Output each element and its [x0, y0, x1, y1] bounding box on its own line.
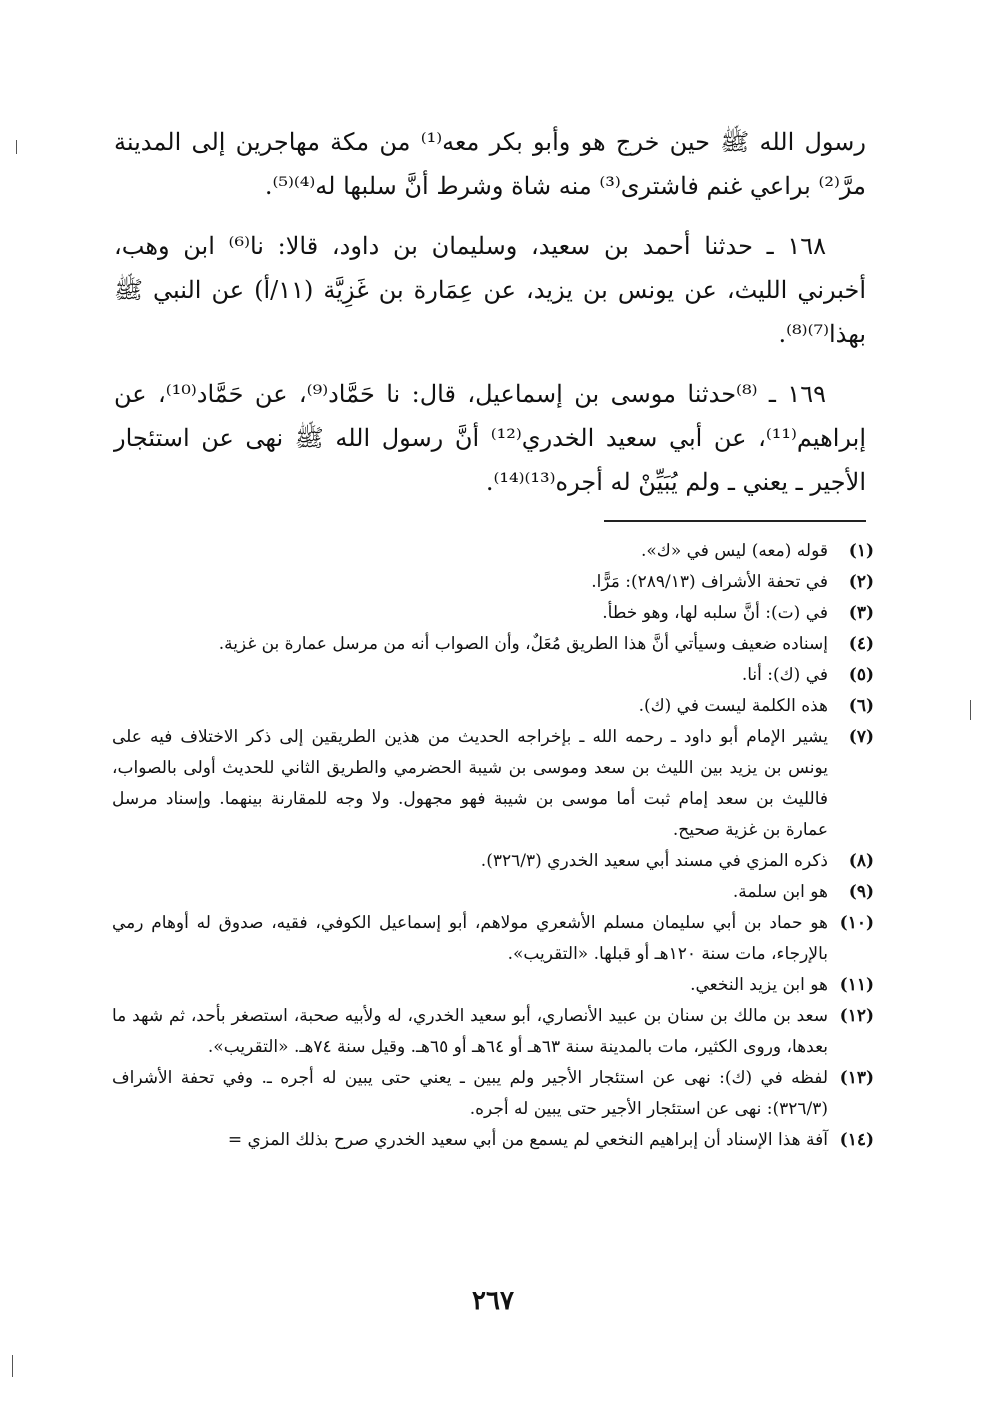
footnote-text: قوله (معه) ليس في «ك». — [641, 541, 828, 561]
footnote — [112, 598, 874, 629]
footnote-text: هذه الكلمة ليست في (ك). — [638, 696, 828, 716]
footnote — [112, 722, 874, 846]
scan-edge-mark — [16, 140, 17, 154]
footnote-text: هو ابن سلمة. — [732, 882, 828, 902]
footnote-number: (١٣) — [839, 1068, 874, 1088]
footnote-number: (٦) — [848, 696, 874, 716]
footnote — [112, 1001, 874, 1063]
page-number: ٢٦٧ — [472, 1286, 514, 1316]
footnote-text: ذكره المزي في مسند أبي سعيد الخدري (٣٢٦/٣). — [480, 851, 828, 871]
footnote-text: آفة هذا الإسناد أن إبراهيم النخعي لم يسمع من أبي سعيد الخدري صرح بذلك المزي = — [227, 1130, 828, 1150]
footnote-number: (١٤) — [839, 1130, 874, 1150]
footnote-text: هو ابن يزيد النخعي. — [690, 975, 828, 995]
footnote-number: (٢) — [848, 572, 874, 592]
hadith-paragraph-168: ١٦٨ ـ حدثنا أحمد بن سعيد، وسليمان بن داود، قالا: نا⁽⁶⁾ ابن وهب، أخبرني الليث، عن يونس بن يزيد، عن عِمَارة بن غَزِيَّة (١١/أ) عن النبي ﷺ بهذا⁽⁷⁾⁽⁸⁾. — [114, 232, 866, 348]
footnote — [112, 660, 874, 691]
footnote — [112, 536, 874, 567]
footnote-text: في (ت): أنَّ سلبه لها، وهو خطأ. — [602, 603, 828, 623]
footnote — [112, 1125, 874, 1156]
footnote-number: (٧) — [848, 727, 874, 747]
footnotes — [112, 536, 874, 1156]
footnote — [112, 1063, 874, 1125]
footnote-number: (١١) — [839, 975, 874, 995]
footnote-text: يشير الإمام أبو داود ـ رحمه الله ـ بإخراجه الحديث من هذين الطريقين إلى ذكر الاختلاف فيه على يونس بن يزيد بين الليث بن سعد وموسى بن شيبة الحضرمي والطريق الثاني للحديث أولى بالصواب، فالليث بن سعد إمام ثبت أما موسى بن شيبة فهو مجهول. ولا وجه للمقارنة بينهما. وإسناد مرسل عمارة بن غزية صحيح. — [112, 727, 828, 840]
footnote — [112, 908, 874, 970]
footnote-separator — [604, 520, 866, 522]
footnote-number: (٥) — [848, 665, 874, 685]
footnote — [112, 629, 874, 660]
footnote-number: (١) — [848, 541, 874, 561]
footnote — [112, 691, 874, 722]
footnote-number: (٤) — [848, 634, 874, 654]
footnote-text: لفظه في (ك): نهى عن استئجار الأجير ولم يبين ـ يعني حتى يبين له أجره ـ. وفي تحفة الأشراف (٣٢٦/٣): نهى عن استئجار الأجير حتى يبين له أجره. — [112, 1068, 828, 1119]
scan-edge-mark — [970, 700, 971, 720]
footnote-text: في تحفة الأشراف (٢٨٩/١٣): مَرًّا. — [591, 572, 828, 592]
footnote-number: (١٢) — [839, 1006, 874, 1026]
main-text — [114, 120, 866, 520]
footnote — [112, 846, 874, 877]
footnote — [112, 877, 874, 908]
footnote — [112, 567, 874, 598]
footnote — [112, 970, 874, 1001]
footnote-number: (٩) — [848, 882, 874, 902]
footnote-text: سعد بن مالك بن سنان بن عبيد الأنصاري، أبو سعيد الخدري، له ولأبيه صحبة، استصغر بأحد، ثم شهد ما بعدها، وروى الكثير، مات بالمدينة سنة ٦٣هـ أو ٦٤هـ أو ٦٥هـ. وقيل سنة ٧٤هـ. «التقريب». — [112, 1006, 828, 1057]
hadith-paragraph-1: رسول الله ﷺ حين خرج هو وأبو بكر معه⁽¹⁾ من مكة مهاجرين إلى المدينة مرَّ⁽²⁾ براعي غنم فاشترى⁽³⁾ منه شاة وشرط أنَّ سلبها له⁽⁴⁾⁽⁵⁾. — [114, 128, 866, 200]
hadith-paragraph-169: ١٦٩ ـ ⁽⁸⁾حدثنا موسى بن إسماعيل، قال: نا حَمَّاد⁽⁹⁾، عن حَمَّاد⁽¹⁰⁾، عن إبراهيم⁽¹¹⁾، عن أبي سعيد الخدري⁽¹²⁾ أنَّ رسول الله ﷺ نهى عن استئجار الأجير ـ يعني ـ ولم يُبَيِّنْ له أجره⁽¹³⁾⁽¹⁴⁾. — [114, 380, 867, 496]
footnote-number: (٨) — [848, 851, 874, 871]
scan-edge-mark — [12, 1355, 13, 1377]
footnote-text: هو حماد بن أبي سليمان مسلم الأشعري مولاهم، أبو إسماعيل الكوفي، فقيه، صدوق له أوهام رمي بالإرجاء، مات سنة ١٢٠هـ أو قبلها. «التقريب». — [112, 913, 828, 964]
footnote-number: (٣) — [848, 603, 874, 623]
footnote-number: (١٠) — [839, 913, 874, 933]
footnote-text: إسناده ضعيف وسيأتي أنَّ هذا الطريق مُعَلٌ، وأن الصواب أنه من مرسل عمارة بن غزية. — [218, 634, 828, 654]
footnote-text: في (ك): أنا. — [741, 665, 828, 685]
